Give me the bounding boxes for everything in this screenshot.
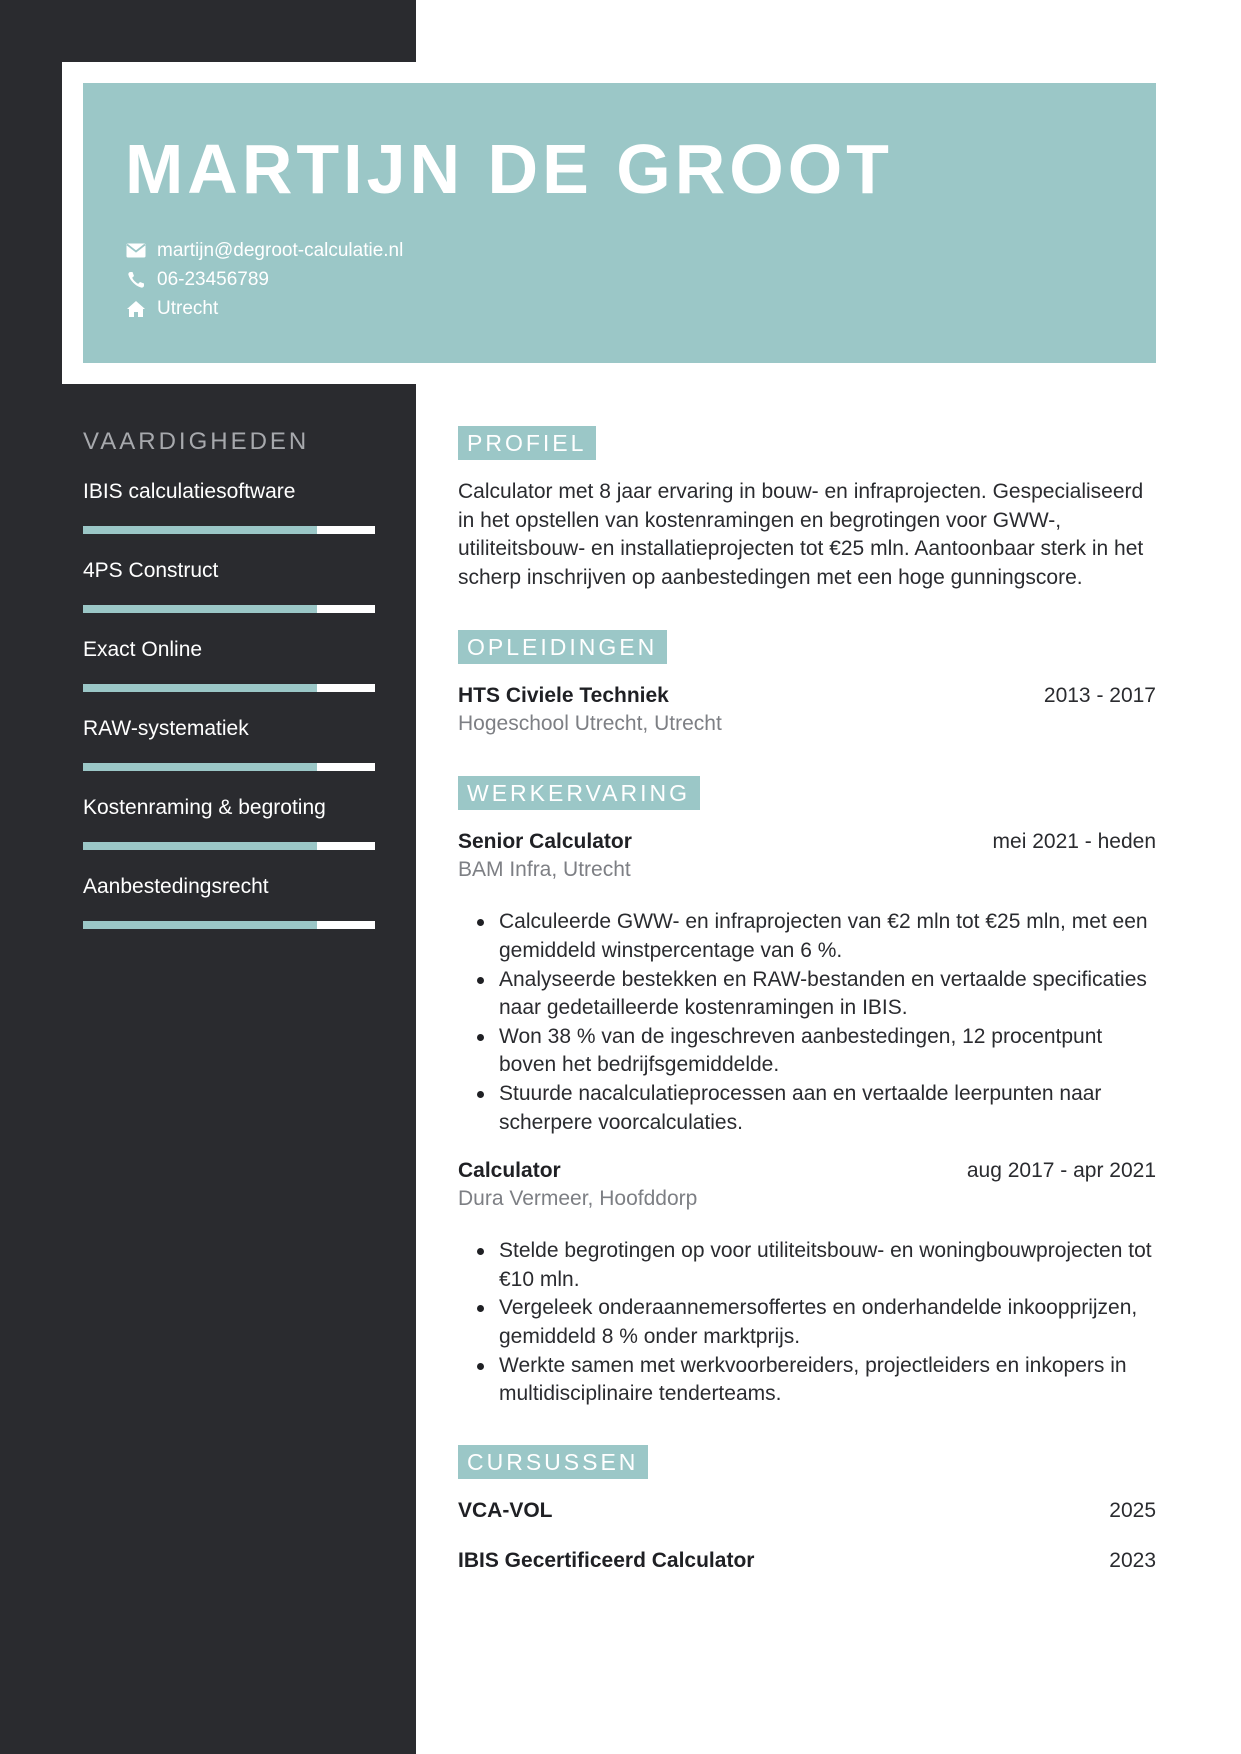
envelope-icon: [125, 241, 147, 261]
course-date: 2023: [1109, 1548, 1156, 1572]
skill-level-fill: [83, 526, 317, 534]
profile-section: [458, 426, 1156, 592]
education-institution: Hogeschool Utrecht, Utrecht: [458, 712, 722, 736]
skill-item: [83, 794, 375, 850]
skills-heading: VAARDIGHEDEN: [83, 428, 310, 455]
skill-level-bar: [83, 684, 375, 692]
job-bullet: Calculeerde GWW- en infraprojecten van €2 mln tot €25 mln, met een gemiddeld winstpercentage van 6 %.: [499, 908, 1156, 965]
contact-list: [125, 236, 403, 323]
skills-section: [83, 427, 375, 929]
job-company: Dura Vermeer, Hoofddorp: [458, 1187, 698, 1211]
skill-level-fill: [83, 684, 317, 692]
courses-heading: CURSUSSEN: [458, 1445, 648, 1479]
contact-email: [125, 236, 403, 265]
skill-label: Kostenraming & begroting: [83, 796, 326, 819]
job-bullets: [458, 1237, 1156, 1409]
course-title: IBIS Gecertificeerd Calculator: [458, 1548, 755, 1572]
skill-label: 4PS Construct: [83, 559, 219, 582]
profile-heading: PROFIEL: [458, 426, 596, 460]
contact-email-text[interactable]: martijn@degroot-calculatie.nl: [157, 239, 404, 261]
courses-section: [458, 1445, 1156, 1575]
job-title: Calculator: [458, 1159, 561, 1183]
skill-level-fill: [83, 921, 317, 929]
header: [83, 83, 1156, 363]
skill-level-bar: [83, 842, 375, 850]
job-bullet: Werkte samen met werkvoorbereiders, projectleiders en inkopers in multidisciplinaire tenderteams.: [499, 1352, 1156, 1409]
skill-level-bar: [83, 526, 375, 534]
education-title: HTS Civiele Techniek: [458, 684, 669, 708]
experience-section: [458, 776, 1156, 1408]
skill-item: [83, 715, 375, 771]
skill-level-bar: [83, 921, 375, 929]
job-bullet: Stuurde nacalculatieprocessen aan en vertaalde leerpunten naar scherpere voorcalculaties.: [499, 1080, 1156, 1137]
skill-list: [83, 478, 375, 929]
contact-location: [125, 294, 403, 323]
skill-level-fill: [83, 842, 317, 850]
skill-item: [83, 557, 375, 613]
job-bullet: Vergeleek onderaannemersoffertes en onderhandelde inkoopprijzen, gemiddeld 8 % onder marktprijs.: [499, 1294, 1156, 1351]
job-company: BAM Infra, Utrecht: [458, 858, 631, 882]
skill-level-fill: [83, 605, 317, 613]
job-entry: [458, 1157, 1156, 1409]
skill-label: Aanbestedingsrecht: [83, 875, 269, 898]
education-heading: OPLEIDINGEN: [458, 630, 667, 664]
contact-location-text: Utrecht: [157, 297, 219, 319]
job-title: Senior Calculator: [458, 830, 632, 854]
experience-heading: WERKERVARING: [458, 776, 700, 810]
contact-phone-text[interactable]: 06-23456789: [157, 268, 269, 290]
job-date: aug 2017 - apr 2021: [966, 1159, 1156, 1183]
skill-level-fill: [83, 763, 317, 771]
course-title: VCA-VOL: [458, 1498, 553, 1522]
job-bullet: Analyseerde bestekken en RAW-bestanden en vertaalde specificaties naar gedetailleerde kostenramingen in IBIS.: [499, 966, 1156, 1023]
skill-item: [83, 636, 375, 692]
profile-text: Calculator met 8 jaar ervaring in bouw- en infraprojecten. Gespecialiseerd in het opstellen van kostenramingen en begrotingen voor GWW-, utiliteitsbouw- en installatieprojecten tot €25 mln. Aantoonbaar sterk in het scherp inschrijven op aanbestedingen met een hoge gunningscore.: [458, 480, 1144, 589]
skill-level-bar: [83, 605, 375, 613]
skill-item: [83, 478, 375, 534]
home-icon: [125, 299, 147, 319]
skill-item: [83, 873, 375, 929]
skill-label: RAW-systematiek: [83, 717, 249, 740]
job-bullets: [458, 908, 1156, 1137]
education-date: 2013 - 2017: [1043, 684, 1156, 708]
job-date: mei 2021 - heden: [992, 830, 1156, 854]
job-bullet: Won 38 % van de ingeschreven aanbestedingen, 12 procentpunt boven het bedrijfsgemiddelde.: [499, 1023, 1156, 1080]
course-date: 2025: [1109, 1498, 1156, 1522]
main-content: [458, 426, 1156, 1575]
course-entry: [458, 1497, 1156, 1525]
contact-phone: [125, 265, 403, 294]
job-bullet: Stelde begrotingen op voor utiliteitsbouw- en woningbouwprojecten tot €10 mln.: [499, 1237, 1156, 1294]
course-entry: [458, 1547, 1156, 1575]
education-section: [458, 630, 1156, 738]
skill-label: IBIS calculatiesoftware: [83, 480, 296, 503]
job-entry: [458, 828, 1156, 1137]
skill-level-bar: [83, 763, 375, 771]
skill-label: Exact Online: [83, 638, 203, 661]
candidate-name: MARTIJN DE GROOT: [125, 130, 893, 208]
phone-icon: [125, 270, 147, 290]
education-entry: [458, 682, 1156, 738]
